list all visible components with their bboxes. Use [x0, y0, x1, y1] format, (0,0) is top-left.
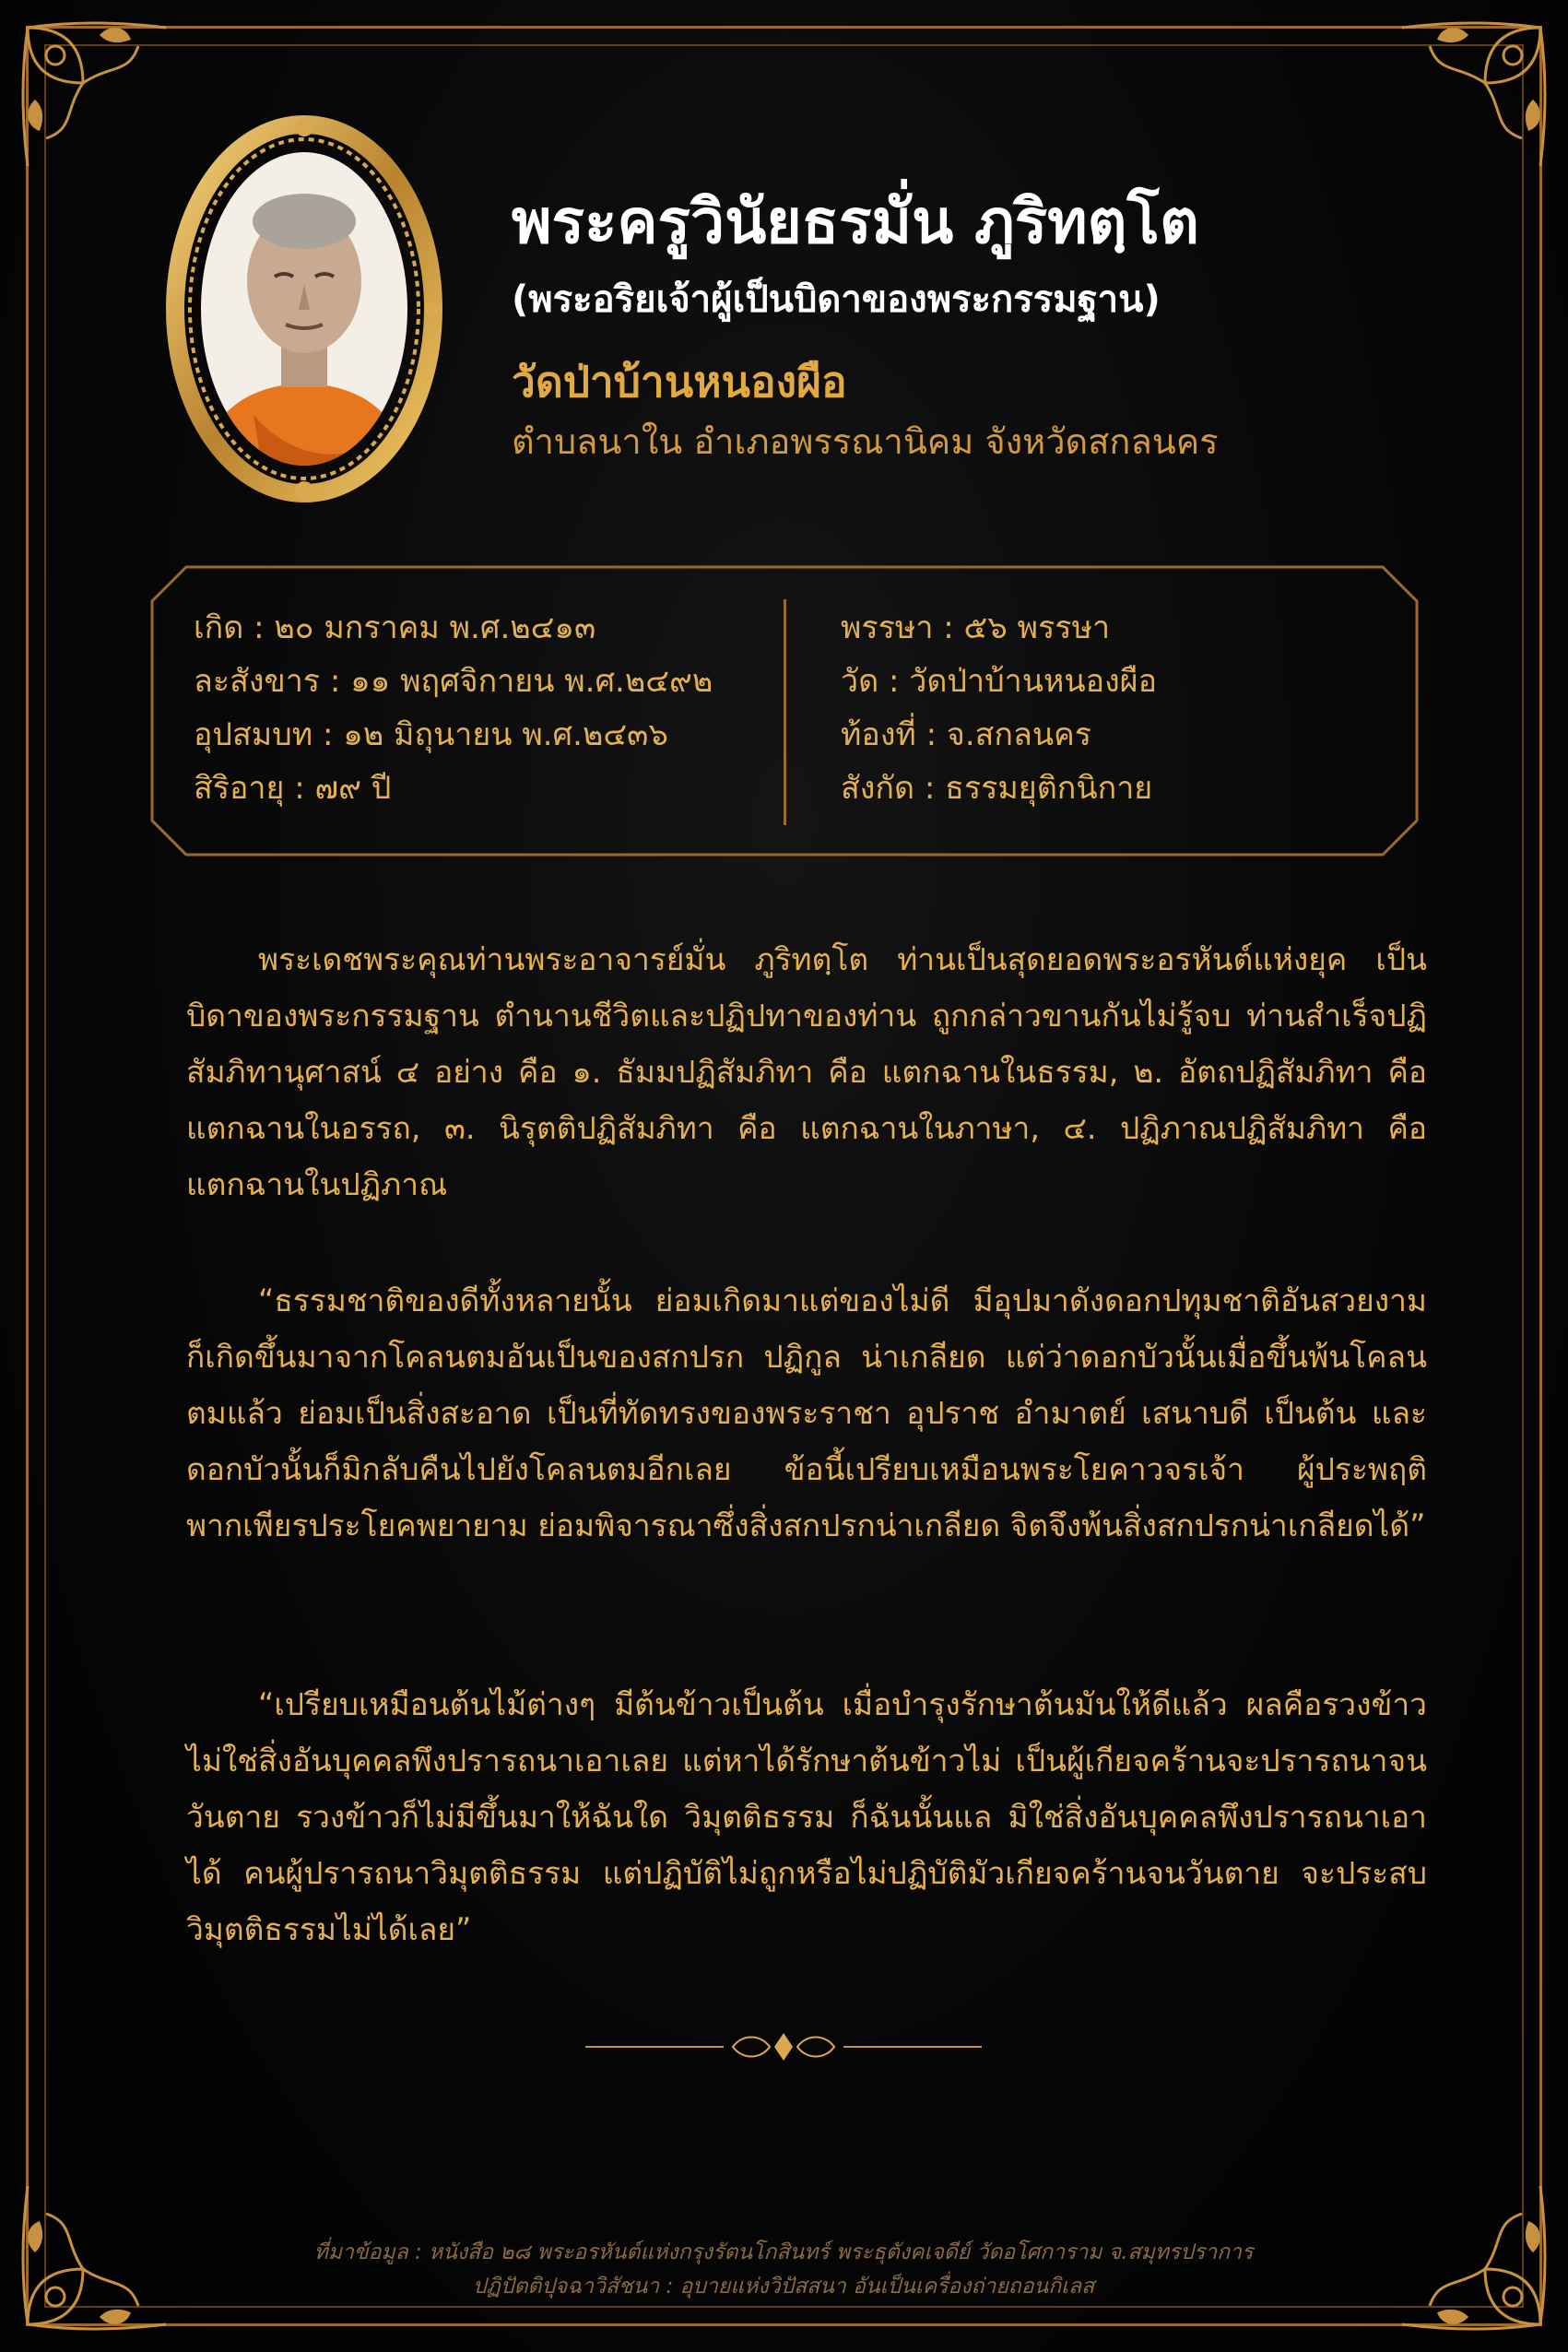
info-vassa: พรรษา : ๕๖ พรรษา — [841, 609, 1111, 646]
quote-paragraph-rice: “เปรียบเหมือนต้นไม้ต่างๆ มีต้นข้าวเป็นต้น เมื่อบำรุงรักษาต้นมันให้ดีแล้ว ผลคือรวงข้าวไม่ใช่สิ่งอันบุคคลพึงปรารถนาเอาเลย แต่หาได้รักษาต้นข้าวไม่ เป็นผู้เกียจคร้านจะปรารถนาจนวันตาย รวงข้าวก็ไม่มีขึ้นมาให้ฉันใด วิมุตติธรรม ก็ฉันนั้นแล มิใช่สิ่งอันบุคคลพึงปรารถนาเอาได้ คนผู้ปรารถนาวิมุตติธรรม แต่ปฏิบัติไม่ถูกหรือไม่ปฏิบัติมัวเกียจคร้านจนวันตาย จะประสบวิมุตติธรรมไม่ได้เลย” — [186, 1686, 1427, 1947]
info-column-right — [841, 601, 1394, 815]
source-credit: ที่มาข้อมูล : หนังสือ ๒๘ พระอรหันต์แห่งกรุงรัตนโกสินทร์ พระธุตังคเจดีย์ วัดอโศการาม จ.สมุทรปราการ — [313, 2240, 1254, 2264]
page-subtitle: (พระอริยเจ้าผู้เป็นบิดาของพระกรรมฐาน) — [512, 278, 1161, 321]
monk-portrait-icon — [166, 111, 442, 507]
info-birth: เกิด : ๒๐ มกราคม พ.ศ.๒๔๑๓ — [194, 609, 596, 646]
floral-corner-ornament-icon — [1384, 9, 1559, 184]
temple-location: ตำบลนาใน อำเภอพรรณานิคม จังหวัดสกลนคร — [512, 421, 1219, 462]
floral-corner-ornament-icon — [9, 2168, 184, 2343]
floral-corner-ornament-icon — [1384, 2168, 1559, 2343]
biography-paragraph: พระเดชพระคุณท่านพระอาจารย์มั่น ภูริทตฺโต ท่านเป็นสุดยอดพระอรหันต์แห่งยุค เป็นบิดาของพระกรรมฐาน ตำนานชีวิตและปฏิปทาของท่าน ถูกกล่าวขานกันไม่รู้จบ ท่านสำเร็จปฏิสัมภิทานุศาสน์ ๔ อย่าง คือ ๑. ธัมมปฏิสัมภิทา คือ แตกฉานในธรรม, ๒. อัตถปฏิสัมภิทา คือ แตกฉานในอรรถ, ๓. นิรุตติปฏิสัมภิทา คือ แตกฉานในภาษา, ๔. ปฏิภาณปฏิสัมภิทา คือ แตกฉานในปฏิภาณ — [186, 941, 1427, 1202]
info-divider — [784, 599, 786, 825]
info-age: สิริอายุ : ๗๙ ปี — [194, 770, 392, 807]
info-column-left — [194, 601, 765, 815]
quote-paragraph-lotus: “ธรรมชาติของดีทั้งหลายนั้น ย่อมเกิดมาแต่ของไม่ดี มีอุปมาดังดอกปทุมชาติอันสวยงาม ก็เกิดขึ้นมาจากโคลนตมอันเป็นของสกปรก ปฏิกูล น่าเกลียด แต่ว่าดอกบัวนั้นเมื่อขึ้นพ้นโคลนตมแล้ว ย่อมเป็นสิ่งสะอาด เป็นที่ทัดทรงของพระราชา อุปราช อำมาตย์ เสนาบดี เป็นต้น และดอกบัวนั้นก็มิกลับคืนไปยังโคลนตมอีกเลย ข้อนี้เปรียบเหมือนพระโยคาวจรเจ้า ผู้ประพฤติพากเพียรประโยคพยายาม ย่อมพิจารณาซึ่งสิ่งสกปรกน่าเกลียด จิตจึงพ้นสิ่งสกปรกน่าเกลียดได้” — [186, 1282, 1427, 1543]
ornamental-divider-icon — [585, 2028, 982, 2065]
floral-corner-ornament-icon — [9, 9, 184, 184]
info-sect: สังกัด : ธรรมยุติกนิกาย — [841, 770, 1153, 807]
info-province: ท้องที่ : จ.สกลนคร — [841, 716, 1092, 753]
temple-name: วัดป่าบ้านหนองผือ — [512, 357, 847, 407]
page-title: พระครูวินัยธรมั่น ภูริทตฺโต — [512, 186, 1199, 257]
info-death: ละสังขาร : ๑๑ พฤศจิกายน พ.ศ.๒๔๙๒ — [194, 663, 713, 700]
info-ordination: อุปสมบท : ๑๒ มิถุนายน พ.ศ.๒๔๓๖ — [194, 716, 668, 753]
info-temple: วัด : วัดป่าบ้านหนองผือ — [841, 663, 1158, 700]
source-credit-secondary: ปฏิปัตติปุจฉาวิสัชนา : อุบายแห่งวิปัสสนา อันเป็นเครื่องถ่ายถอนกิเลส — [472, 2275, 1095, 2299]
